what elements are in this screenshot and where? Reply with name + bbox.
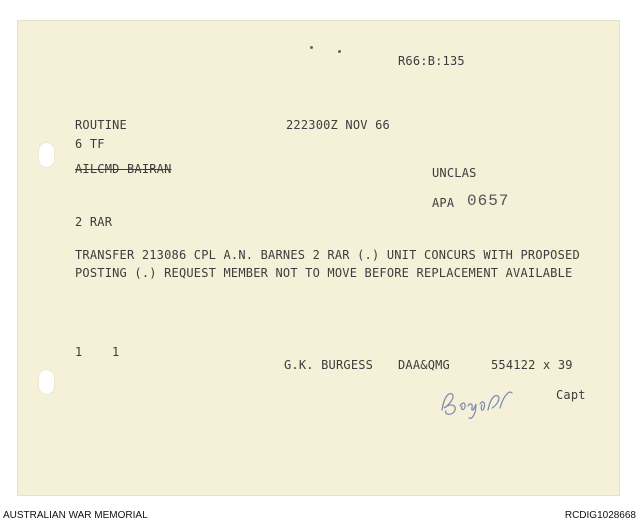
punch-hole-top bbox=[39, 143, 54, 167]
ink-dot bbox=[310, 46, 313, 49]
phone-extension: 554122 x 39 bbox=[491, 358, 573, 372]
apa-stamp-number: 0657 bbox=[467, 192, 510, 210]
sender-rank: Capt bbox=[556, 388, 586, 402]
punch-hole-bottom bbox=[39, 370, 54, 394]
ink-dot bbox=[338, 50, 341, 53]
precedence: ROUTINE bbox=[75, 118, 127, 132]
date-time-group: 222300Z NOV 66 bbox=[286, 118, 390, 132]
reference-number: R66:B:135 bbox=[398, 54, 465, 68]
message-body-line-1: TRANSFER 213086 CPL A.N. BARNES 2 RAR (.) UNIT CONCURS WITH PROPOSED bbox=[75, 248, 580, 262]
page-count-b: 1 bbox=[112, 345, 120, 359]
sender-appointment: DAA&QMG bbox=[398, 358, 450, 372]
to-addressees-struck: AILCMD BAIRAN bbox=[75, 162, 172, 176]
classification: UNCLAS bbox=[432, 166, 477, 180]
info-addressee: 2 RAR bbox=[75, 215, 113, 229]
handwritten-signature bbox=[438, 384, 528, 424]
sender-name: G.K. BURGESS bbox=[284, 358, 374, 372]
footer-archive-name: AUSTRALIAN WAR MEMORIAL bbox=[3, 510, 148, 521]
message-body-line-2: POSTING (.) REQUEST MEMBER NOT TO MOVE BEFORE REPLACEMENT AVAILABLE bbox=[75, 266, 573, 280]
page-count-a: 1 bbox=[75, 345, 83, 359]
apa-label: APA bbox=[432, 196, 455, 210]
from-unit: 6 TF bbox=[75, 137, 105, 151]
footer-record-id: RCDIG1028668 bbox=[564, 510, 636, 521]
